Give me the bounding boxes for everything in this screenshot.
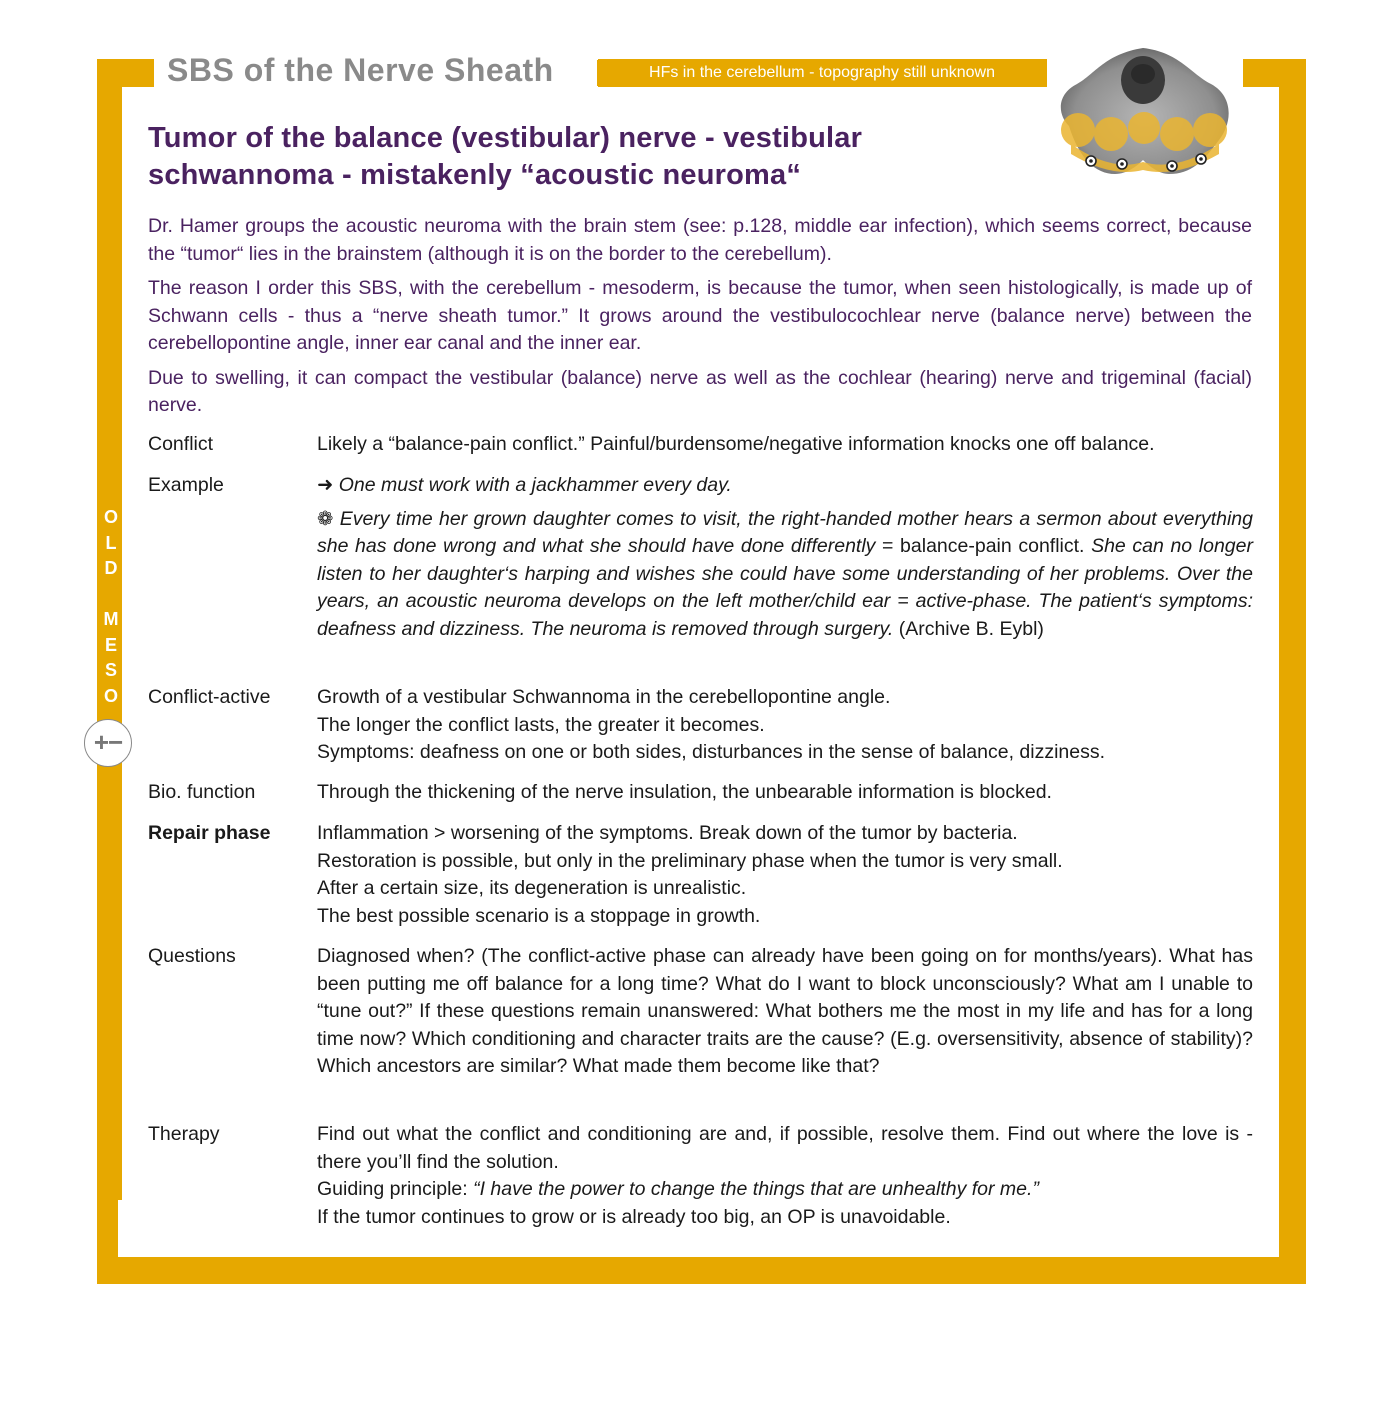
entry-conflict-active <box>148 684 1253 767</box>
topography-badge: HFs in the cerebellum - topography still unknown <box>597 60 1047 86</box>
entry-example <box>148 472 1253 643</box>
intro-text <box>148 213 1252 427</box>
entry-label: Example <box>148 474 224 496</box>
entry-text: Likely a “balance-pain conflict.” Painful/burdensome/negative information knocks one off balance. <box>317 433 1155 455</box>
example-source: (Archive B. Eybl) <box>893 617 1044 640</box>
entry-line: The longer the conflict lasts, the greater it becomes. <box>317 713 765 736</box>
entry-line: Find out what the conflict and conditioning are and, if possible, resolve them. Find out where the love is - there you’ll find the solution. <box>317 1123 1253 1173</box>
example-line: One must work with a jackhammer every day. <box>338 474 732 496</box>
entry-label: Bio. function <box>148 781 256 803</box>
guiding-label: Guiding principle: <box>317 1178 474 1200</box>
entry-bio-function <box>148 779 1253 807</box>
example-conflict: = balance-pain conflict. <box>875 535 1092 557</box>
ct-scan-image <box>1051 44 1237 180</box>
frame-notch <box>118 1200 126 1257</box>
entry-repair-phase <box>148 820 1253 930</box>
entry-line: Restoration is possible, but only in the preliminary phase when the tumor is very small. <box>317 849 1063 872</box>
entry-line: If the tumor continues to grow or is already too big, an OP is unavoidable. <box>317 1205 951 1228</box>
side-letter: O <box>103 507 118 527</box>
side-letter: M <box>103 609 119 629</box>
flower-icon: ❁ <box>317 507 334 530</box>
old-meso-side-label <box>99 505 123 709</box>
intro-paragraph: The reason I order this SBS, with the cerebellum - mesoderm, is because the tumor, when seen histologically, is made up of Schwann cells - thus a “nerve sheath tumor.” It grows around the vestibulocochlear nerve (balance nerve) between the cerebellopontine angle, inner ear canal and the inner ear. <box>148 277 1252 354</box>
entry-line: Growth of a vestibular Schwannoma in the cerebellopontine angle. <box>317 686 891 708</box>
entry-line: After a certain size, its degeneration is unrealistic. <box>317 877 747 899</box>
side-letter: D <box>104 558 118 578</box>
entry-therapy <box>148 1121 1253 1231</box>
side-letter: S <box>104 660 117 680</box>
entry-text: Through the thickening of the nerve insulation, the unbearable information is blocked. <box>317 781 1052 803</box>
guiding-quote: “I have the power to change the things that are unhealthy for me.” <box>473 1178 1039 1200</box>
plus-minus-icon: +− <box>84 719 132 767</box>
entry-text: Diagnosed when? (The conflict-active phase can already have been going on for months/years). What has been putting me off balance for a long time? What do I want to block unconsciously? What am I unable to “tune out?” If these questions remain unanswered: What bothers me the most in my life and has for a long time now? Which conditioning and character traits are the cause? (E.g. oversensitivity, absence of stability)? Which ancestors are similar? What made them become like that? <box>317 945 1253 1077</box>
entry-line: Symptoms: deafness on one or both sides, disturbances in the sense of balance, dizziness. <box>317 741 1106 763</box>
entry-conflict <box>148 431 1253 459</box>
example-story-cont: She can no longer listen to her daughter‘s harping and wishes she could have some understanding of her problems. Over the years, an acoustic neuroma develops on the left mother/child ear = active-phase. The patient‘s symptoms: deafness and dizziness. The neuroma is removed through surgery. <box>317 535 1253 640</box>
side-letter: L <box>105 532 117 553</box>
main-title: Tumor of the balance (vestibular) nerve - vestibular schwannoma - mistakenly “acoustic neuroma“ <box>148 122 863 191</box>
entry-label: Repair phase <box>148 822 271 844</box>
entry-label: Conflict-active <box>148 686 271 708</box>
entry-label: Therapy <box>148 1123 220 1145</box>
side-letter: O <box>103 685 118 706</box>
example-story: Every time her grown daughter comes to visit, the right-handed mother hears a sermon about everything she has done wrong and what she should have done differently <box>317 507 1253 557</box>
intro-paragraph: Due to swelling, it can compact the vestibular (balance) nerve as well as the cochlear (hearing) nerve and trigeminal (facial) nerve. <box>148 366 1252 416</box>
side-letter <box>99 582 123 608</box>
entry-label: Conflict <box>148 433 214 455</box>
entry-line: Inflammation > worsening of the symptoms. Break down of the tumor by bacteria. <box>317 822 1018 844</box>
entry-label: Questions <box>148 945 236 967</box>
section-title: SBS of the Nerve Sheath <box>167 52 554 88</box>
side-letter: E <box>104 634 117 655</box>
entry-questions <box>148 943 1253 1081</box>
arrow-icon: ➜ <box>317 474 334 496</box>
intro-paragraph: Dr. Hamer groups the acoustic neuroma with the brain stem (see: p.128, middle ear infection), which seems correct, because the “tumor“ lies in the brainstem (although it is on the border to the cerebellum). <box>148 215 1252 265</box>
entry-line: The best possible scenario is a stoppage in growth. <box>317 904 761 927</box>
